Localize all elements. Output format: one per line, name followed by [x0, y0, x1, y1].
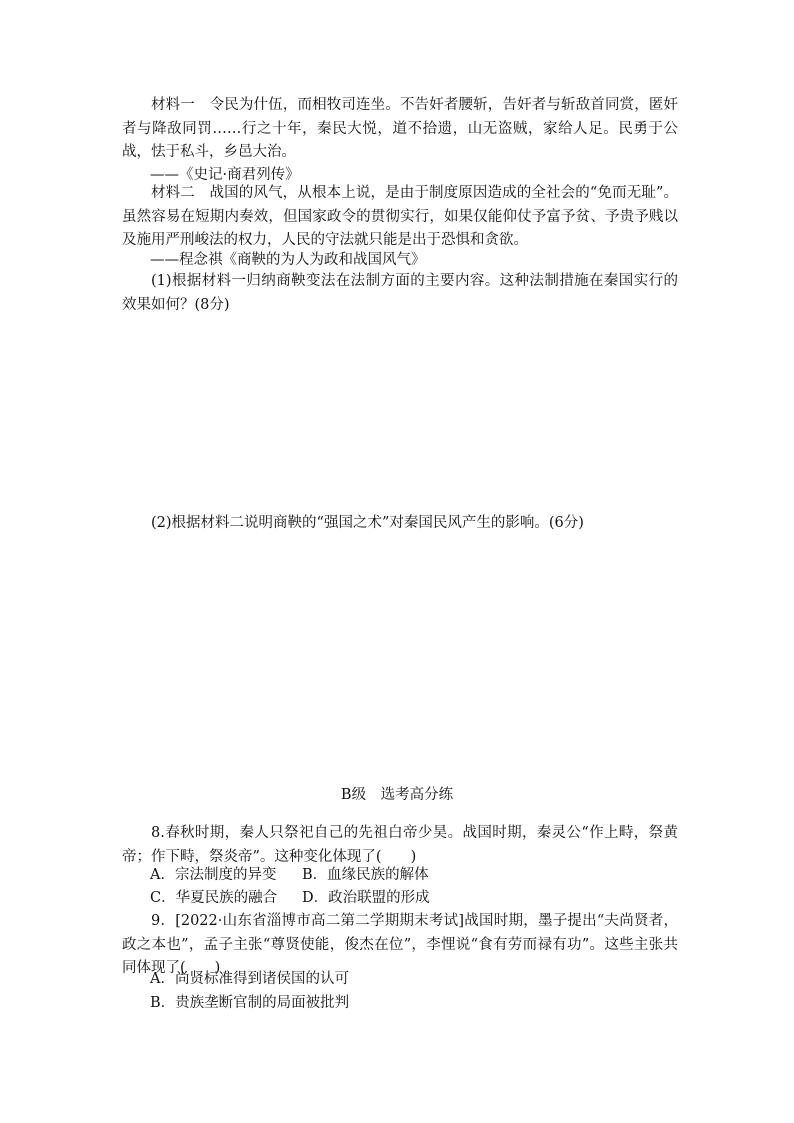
option-8a[interactable]: A．宗法制度的异变	[150, 867, 277, 883]
option-8c[interactable]: C．华夏民族的融合	[150, 890, 278, 906]
option-9b[interactable]: B．贵族垄断官制的局面被批判	[150, 995, 350, 1011]
option-8b[interactable]: B．血缘民族的解体	[302, 867, 429, 883]
option-9a[interactable]: A．尚贤标准得到诸侯国的认可	[150, 971, 349, 987]
question-1: (1)根据材料一归纳商鞅变法在法制方面的主要内容。这种法制措施在秦国实行的效果如何？(8分)	[122, 273, 678, 313]
material-2-label: 材料二	[151, 185, 195, 201]
material-1-source: ——《史记·商君列传》	[150, 167, 300, 183]
question-8-options-row-1	[122, 864, 706, 888]
question-2: (2)根据材料二说明商鞅的“强国之术”对秦国民风产生的影响。(6分)	[151, 515, 584, 531]
material-2	[122, 182, 678, 253]
material-1-text: 令民为什伍，而相牧司连坐。不告奸者腰斩，告奸者与斩敌首同赏，匿奸者与降敌同罚……行之十年，秦民大悦，道不拾遗，山无盗贼，家给人足。民勇于公战，怯于私斗，乡邑大治。	[122, 97, 679, 160]
question-8-stem: 8.春秋时期，秦人只祭祀自己的先祖白帝少昊。战国时期，秦灵公“作上畤，祭黄帝；作下畤，祭炎帝”。这种变化体现了( )	[122, 825, 678, 865]
question-9-stem: 9．[2022·山东省淄博市高二第二学期期末考试]战国时期，墨子提出“夫尚贤者，政之本也”，孟子主张“尊贤使能，俊杰在位”，李悝说“食有劳而禄有功”。这些主张共同体现了( )	[122, 913, 678, 976]
option-8d[interactable]: D．政治联盟的形成	[302, 890, 430, 906]
material-2-source: ——程念祺《商鞅的为人为政和战国风气》	[150, 252, 426, 268]
section-title: B级 选考高分练	[340, 787, 454, 803]
material-1-label: 材料一	[151, 97, 195, 113]
material-1	[122, 94, 678, 165]
question-8-options-row-2	[122, 887, 706, 911]
material-2-text: 战国的风气，从根本上说，是由于制度原因造成的全社会的“免而无耻”。虽然容易在短期内奏效，但国家政令的贯彻实行，如果仅能仰仗予富予贫、予贵予贱以及施用严刑峻法的权力，人民的守法就只能是出于恐惧和贪欲。	[122, 185, 679, 248]
